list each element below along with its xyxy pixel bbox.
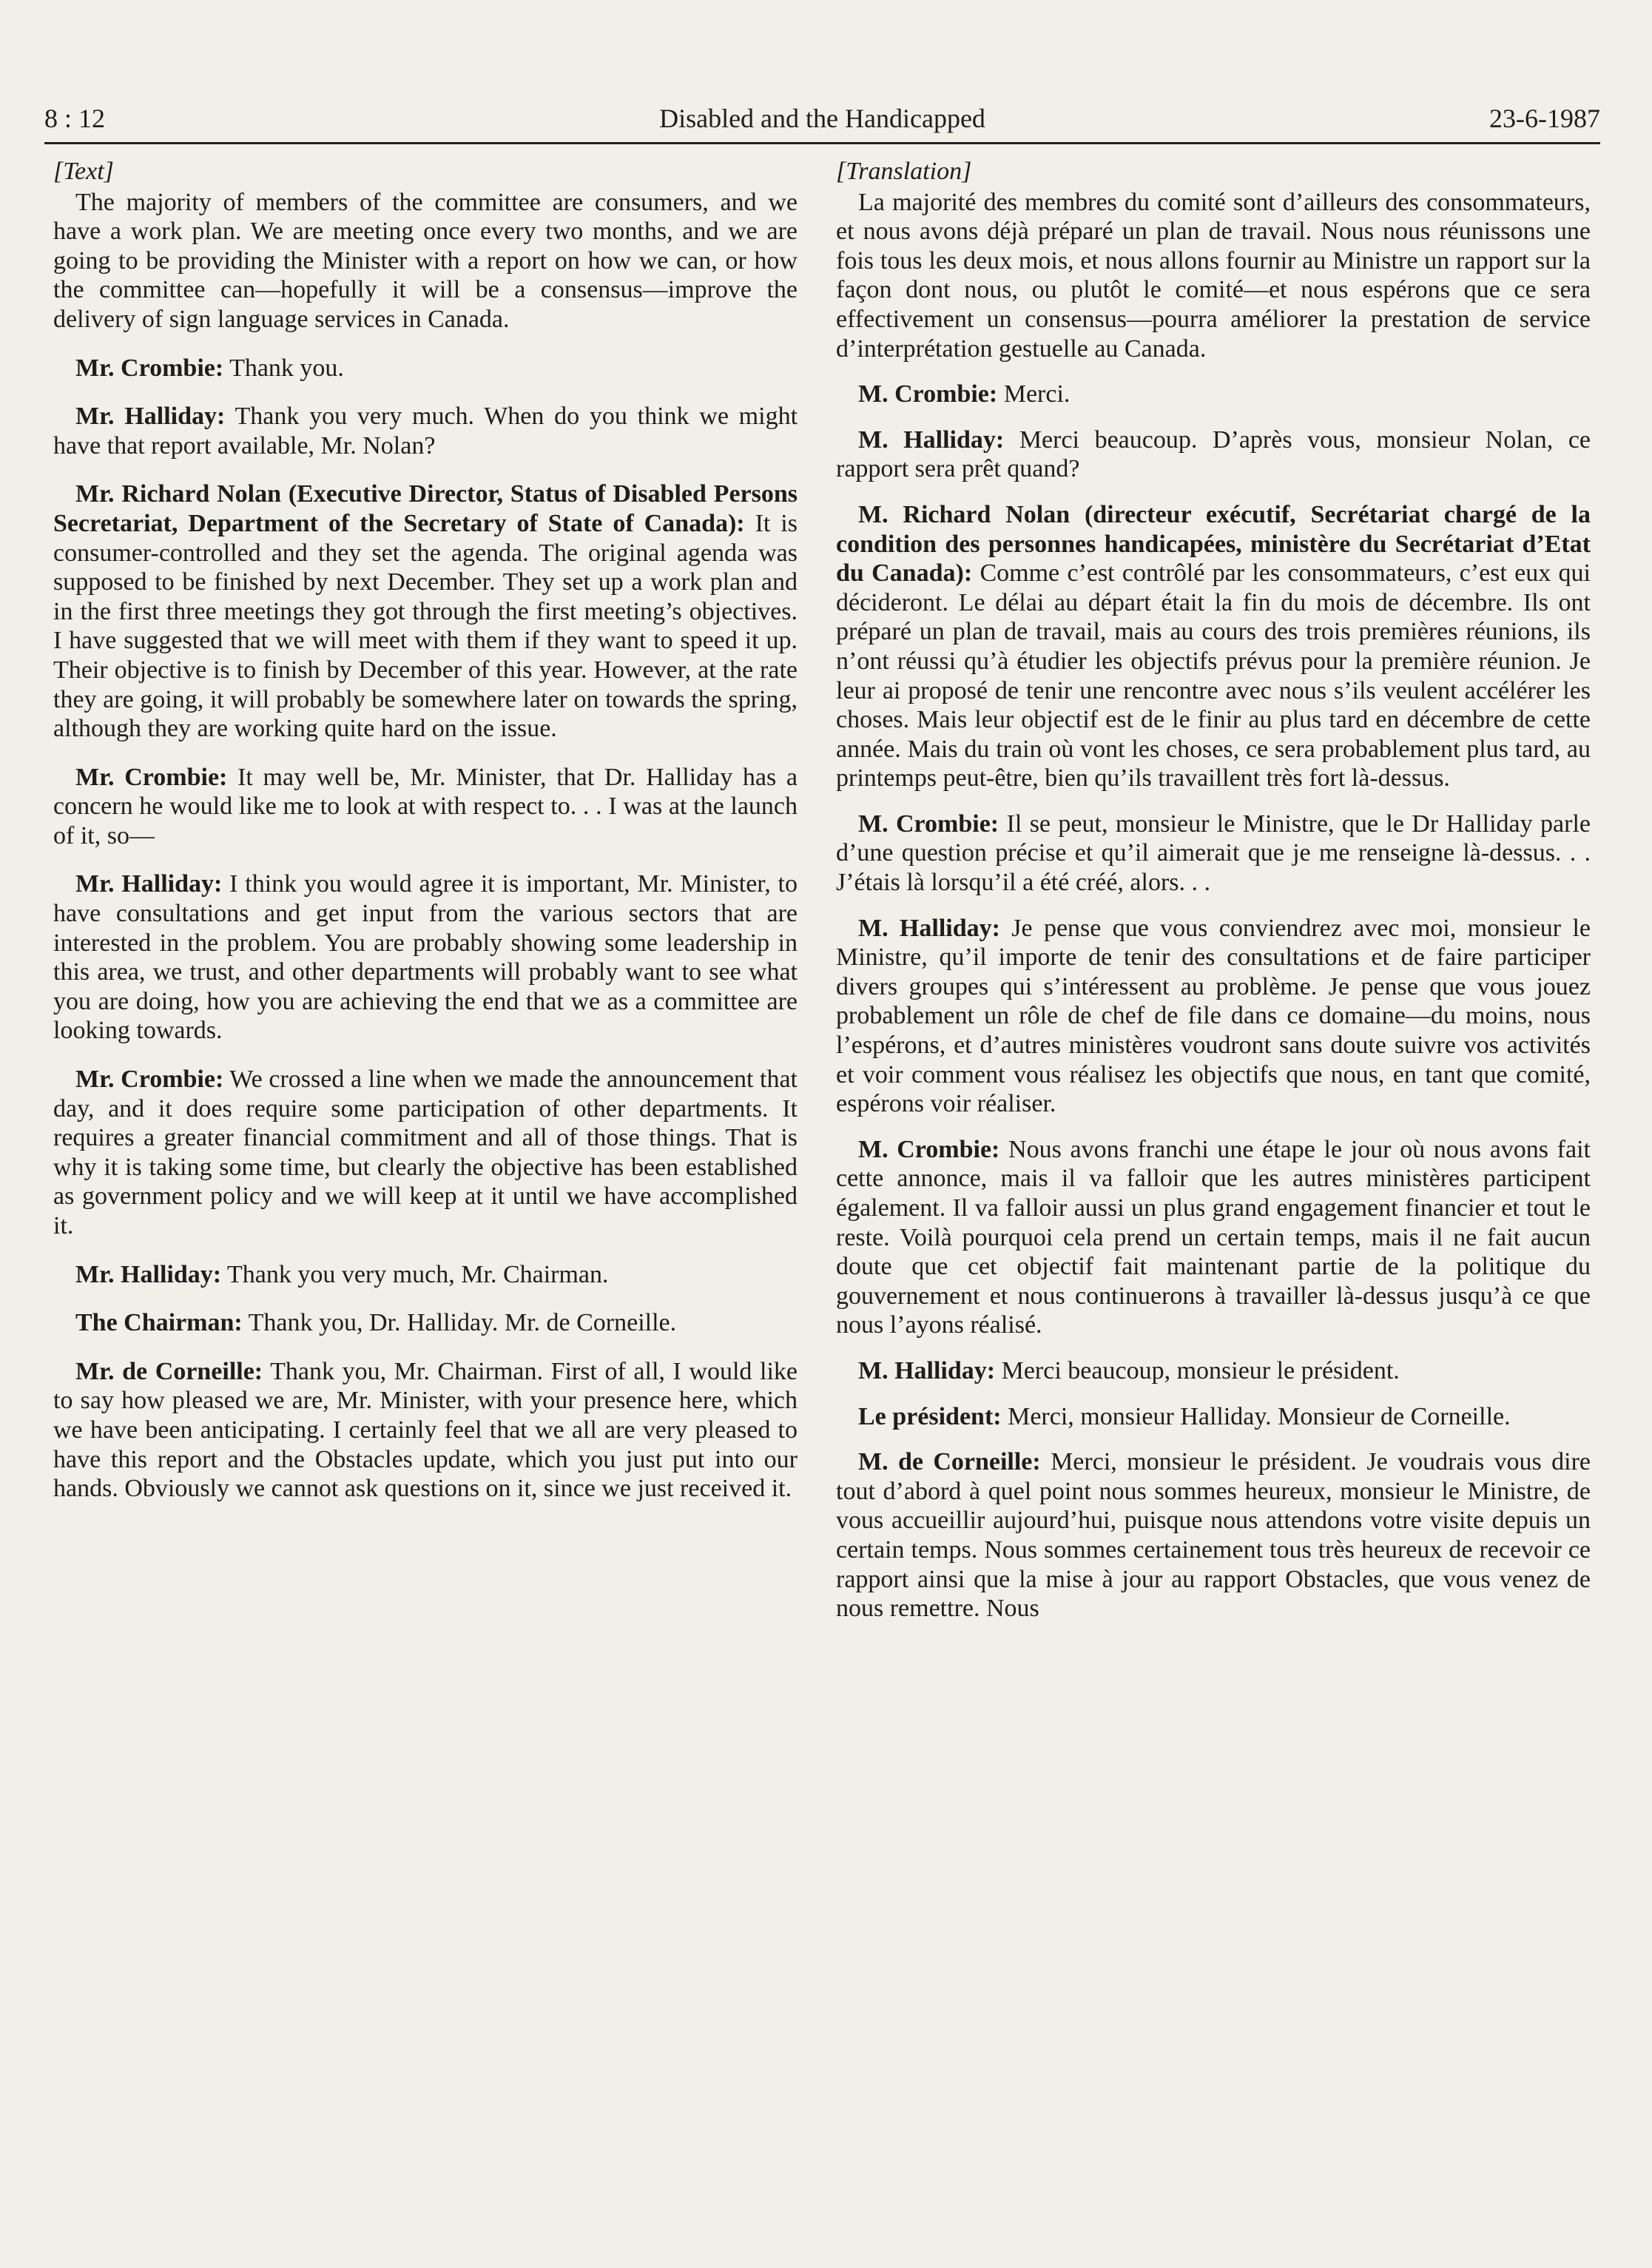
french-column bbox=[836, 157, 1591, 1640]
speaker-name: Mr. Crombie: bbox=[75, 354, 224, 382]
translation-tag: [Translation] bbox=[836, 158, 972, 185]
paragraph bbox=[836, 500, 1591, 793]
paragraph bbox=[836, 380, 1591, 409]
paragraph-text: Je pense que vous conviendrez avec moi, monsieur le Ministre, qu’il importe de tenir des consultations et de faire participer divers groupes qui s’intéressent au problème. Je pense que vous jouez probablement un rôle de chef de file dans ce domaine—du moins, nous l’espérons, et d’autres ministères voudront sans doute suivre vos activités et voir comment vous réalisez les objectifs que nous, en tant que comité, espérons voir réaliser. bbox=[836, 914, 1591, 1118]
paragraph bbox=[53, 869, 798, 1046]
paragraph bbox=[836, 1356, 1591, 1386]
speaker-name: M. Crombie: bbox=[858, 810, 999, 838]
paragraph bbox=[836, 810, 1591, 898]
paragraph bbox=[836, 425, 1591, 484]
english-column bbox=[53, 157, 798, 1523]
paragraph bbox=[836, 188, 1591, 364]
paragraph-text: Merci beaucoup, monsieur le président. bbox=[995, 1356, 1400, 1384]
speaker-name: Le président: bbox=[858, 1402, 1002, 1430]
paragraph-text: Merci, monsieur le président. Je voudrais vous dire tout d’abord à quel point nous sommes heureux, monsieur le Ministre, de vous accueillir aujourd’hui, puisque nous attendons votre visite depuis un certain temps. Nous sommes certainement tous très heureux de recevoir ce rapport ainsi que la mise à jour au rapport Obstacles, que vous venez de nous remettre. Nous bbox=[836, 1448, 1591, 1623]
paragraph-text: It may well be, Mr. Minister, that Dr. Halliday has a concern he would like me to look at with respect to. . . I was at the launch of it, so— bbox=[53, 763, 798, 849]
paragraph bbox=[836, 1402, 1591, 1432]
paragraph-text: Merci. bbox=[997, 380, 1071, 408]
speaker-name: Mr. de Corneille: bbox=[75, 1357, 263, 1385]
paragraph bbox=[836, 1447, 1591, 1623]
paragraph-text: Comme c’est contrôlé par les consommateurs, c’est eux qui décideront. Le délai au départ était la fin du mois de décembre. Ils ont préparé un plan de travail, mais au cours des trois premières réunions, ils n’ont réussi qu’à étudier les objectifs prévus pour la première réunion. Je leur ai proposé de tenir une rencontre avec nous s’ils veulent accélérer les choses. Mais leur objectif est de le finir au plus tard en décembre de cette année. Mais du train où vont les choses, ce sera probablement plus tard, au printemps peut-être, bien qu’ils travaillent très fort là-dessus. bbox=[836, 559, 1591, 793]
speaker-name: Mr. Halliday: bbox=[75, 1260, 222, 1288]
speaker-name: M. Halliday: bbox=[858, 1356, 996, 1384]
paragraph bbox=[836, 914, 1591, 1119]
paragraph-text: It is consumer-controlled and they set the agenda. The original agenda was supposed to be finished by next December. They set up a work plan and in the first three meetings they got through the first meeting’s objectives. I have suggested that we will meet with them if they want to speed it up. Their objective is to finish by December of this year. However, at the rate they are going, it will probably be somewhere later on towards the spring, although they are working quite hard on the issue. bbox=[53, 509, 798, 743]
speaker-name: Mr. Crombie: bbox=[75, 763, 228, 791]
paragraph bbox=[836, 1135, 1591, 1340]
header-date: 23-6-1987 bbox=[1489, 104, 1600, 133]
paragraph-text: Thank you very much, Mr. Chairman. bbox=[221, 1260, 609, 1288]
paragraph bbox=[53, 1357, 798, 1504]
paragraph-text: Nous avons franchi une étape le jour où nous avons fait cette annonce, mais il va falloir que les autres ministères participent également. Il va falloir aussi un plus grand engagement financier et tout le reste. Voilà pourquoi cela prend un certain temps, mais il ne fait aucun doute que cet objectif fait maintenant partie de la politique du gouvernement et nous continuerons à travailler là-dessus jusqu’à ce que nous l’ayons réalisé. bbox=[836, 1135, 1591, 1339]
paragraph bbox=[53, 354, 798, 383]
paragraph bbox=[53, 402, 798, 460]
paragraph bbox=[53, 1260, 798, 1290]
paragraph bbox=[53, 1308, 798, 1338]
paragraph-text: We crossed a line when we made the announcement that day, and it does require some participation of other departments. It requires a greater financial commitment and all of those things. That is why it is taking some time, but clearly the objective has been established as government policy and we will keep at it until we have accomplished it. bbox=[53, 1066, 798, 1239]
running-title: Disabled and the Handicapped bbox=[659, 104, 985, 133]
paragraph-text: La majorité des membres du comité sont d’ailleurs des consommateurs, et nous avons déjà préparé un plan de travail. Nous nous réunissons une fois tous les deux mois, et nous allons fournir au Ministre un rapport sur la façon dont nous, ou plutôt le comité—et nous espérons que ce sera effectivement un consensus—pourra améliorer la prestation de service d’interprétation gestuelle au Canada. bbox=[836, 188, 1591, 363]
paragraph-text: Il se peut, monsieur le Ministre, que le Dr Halliday parle d’une question précise et qu’il aimerait que je me renseigne là-dessus. . . J’étais là lorsqu’il a été créé, alors. . . bbox=[836, 810, 1591, 897]
speaker-name: M. de Corneille: bbox=[858, 1448, 1041, 1476]
speaker-name: Mr. Halliday: bbox=[75, 870, 223, 898]
speaker-name: The Chairman: bbox=[75, 1309, 243, 1337]
paragraph-text: Merci beaucoup. D’après vous, monsieur Nolan, ce rapport sera prêt quand? bbox=[836, 425, 1591, 483]
page-header bbox=[44, 95, 1600, 144]
speaker-name: M. Crombie: bbox=[858, 1135, 1000, 1163]
paragraph-text: Thank you. bbox=[223, 354, 344, 382]
speaker-name: Mr. Halliday: bbox=[75, 403, 226, 431]
speaker-name: M. Richard Nolan (directeur exécutif, Secrétariat chargé de la condition des personnes handicapées, ministère du Secrétariat d’Etat du Canada): bbox=[836, 500, 1591, 588]
text-tag: [Text] bbox=[53, 158, 114, 185]
speaker-name: M. Crombie: bbox=[858, 380, 998, 408]
paragraph-text: The majority of members of the committee are consumers, and we have a work plan. We are meeting once every two months, and we are going to be providing the Minister with a report on how we can, or how the committee can—hopefully it will be a consensus—improve the delivery of sign language services in Canada. bbox=[53, 188, 798, 333]
paragraph-text: Merci, monsieur Halliday. Monsieur de Corneille. bbox=[1001, 1402, 1511, 1430]
paragraph bbox=[53, 479, 798, 743]
paragraph-text: I think you would agree it is important, Mr. Minister, to have consultations and get input from the various sectors that are interested in the problem. You are probably showing some leadership in this area, we trust, and other departments will probably want to see what you are doing, how you are achieving the end that we as a committee are looking towards. bbox=[53, 870, 798, 1045]
paragraph bbox=[53, 763, 798, 851]
paragraph-text: Thank you, Mr. Chairman. First of all, I would like to say how pleased we are, Mr. Minister, with your presence here, which we have been anticipating. I certainly feel that we all are very pleased to have this report and the Obstacles update, which you just put into our hands. Obviously we cannot ask questions on it, since we just received it. bbox=[53, 1357, 798, 1503]
paragraph-text: Thank you very much. When do you think we might have that report available, Mr. Nolan? bbox=[53, 403, 798, 460]
paragraph bbox=[53, 1065, 798, 1241]
paragraph-text: Thank you, Dr. Halliday. Mr. de Corneille. bbox=[242, 1309, 677, 1337]
speaker-name: M. Halliday: bbox=[858, 914, 1000, 942]
speaker-name: Mr. Crombie: bbox=[75, 1066, 224, 1094]
paragraph bbox=[53, 188, 798, 334]
speaker-name: Mr. Richard Nolan (Executive Director, Status of Disabled Persons Secretariat, Department of the Secretary of State of Canada): bbox=[53, 480, 798, 537]
page-number: 8 : 12 bbox=[44, 104, 106, 133]
speaker-name: M. Halliday: bbox=[858, 425, 1005, 454]
